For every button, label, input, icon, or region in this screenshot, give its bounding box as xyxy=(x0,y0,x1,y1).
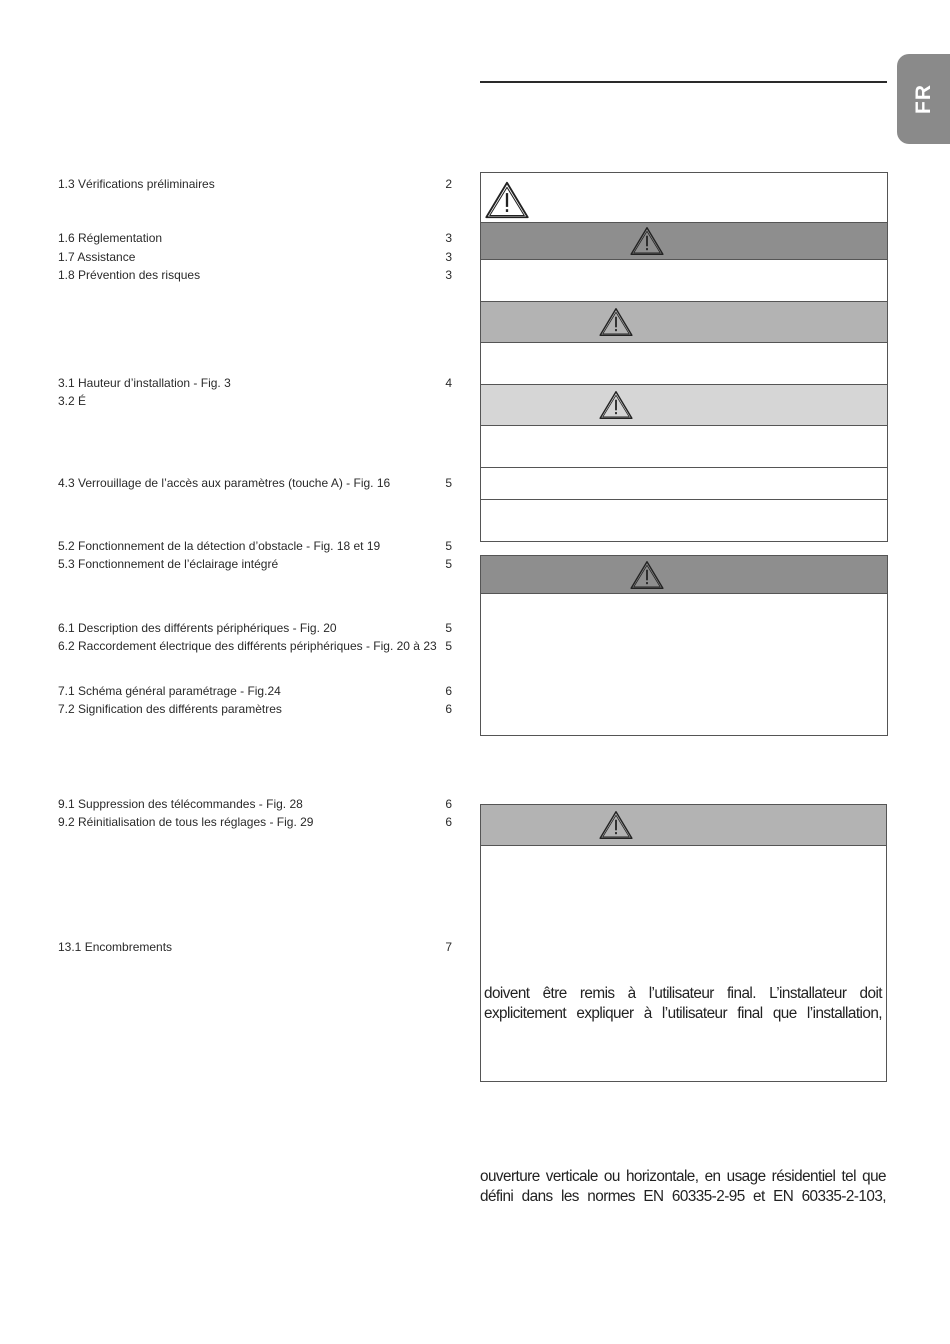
text-line: ouverture verticale ou horizontale, en usage résidentiel tel que xyxy=(480,1168,886,1185)
toc-entry[interactable] xyxy=(58,701,452,717)
toc-entry-page: 5 xyxy=(445,621,452,635)
toc-entry-page: 2 xyxy=(445,177,452,191)
danger-band xyxy=(480,222,888,260)
text-line: défini dans les normes EN 60335-2-95 et EN 60335-2-103, xyxy=(480,1188,886,1205)
toc-entry[interactable] xyxy=(58,796,452,812)
toc-entry-page: 3 xyxy=(445,268,452,282)
toc-entry-page: 6 xyxy=(445,797,452,811)
toc-entry-label: 1.7 Assistance xyxy=(58,250,136,264)
toc-entry[interactable] xyxy=(58,176,452,192)
toc-entry[interactable] xyxy=(58,267,452,283)
toc-entry[interactable] xyxy=(58,683,452,699)
caution-band xyxy=(480,385,888,426)
toc-entry-label: 1.6 Réglementation xyxy=(58,231,163,245)
warning-triangle-icon xyxy=(484,180,530,220)
toc-entry-page: 5 xyxy=(445,476,452,490)
toc-entry-label: 7.1 Schéma général paramétrage - Fig.24 xyxy=(58,684,281,698)
toc-entry[interactable] xyxy=(58,393,452,409)
text-line: explicitement expliquer à l’utilisateur final que l’installation, xyxy=(484,1005,882,1022)
toc-entry-label: 1.3 Vérifications préliminaires xyxy=(58,177,215,191)
warning-band xyxy=(480,302,888,343)
toc-entry-label: 7.2 Signification des différents paramètres xyxy=(58,702,282,716)
divider xyxy=(480,499,888,500)
toc-entry-label: 3.1 Hauteur d’installation - Fig. 3 xyxy=(58,376,231,390)
header-rule xyxy=(480,81,887,83)
toc-entry[interactable] xyxy=(58,375,452,391)
toc-entry-page: 6 xyxy=(445,684,452,698)
toc-entry[interactable] xyxy=(58,538,452,554)
warning-triangle-icon xyxy=(598,390,634,420)
toc-entry-label: 5.2 Fonctionnement de la détection d’obstacle - Fig. 18 et 19 xyxy=(58,539,381,553)
toc-entry-page: 3 xyxy=(445,231,452,245)
toc-entry-label: 9.1 Suppression des télécommandes - Fig. 28 xyxy=(58,797,303,811)
language-tab-label: FR xyxy=(911,84,935,114)
warning-triangle-icon xyxy=(598,810,634,840)
warning-band xyxy=(480,804,887,846)
toc-entry-page: 6 xyxy=(445,702,452,716)
toc-entry-label: 1.8 Prévention des risques xyxy=(58,268,201,282)
warning-triangle-icon xyxy=(629,226,665,256)
toc-entry[interactable] xyxy=(58,939,452,955)
safety-instructions-text xyxy=(484,984,882,1024)
toc-entry-label: 5.3 Fonctionnement de l’éclairage intégré xyxy=(58,557,279,571)
toc-entry[interactable] xyxy=(58,249,452,265)
toc-entry-page: 7 xyxy=(445,940,452,954)
toc-entry-label: 4.3 Verrouillage de l’accès aux paramètres (touche A) - Fig. 16 xyxy=(58,476,391,490)
toc-entry[interactable] xyxy=(58,814,452,830)
toc-entry-label: 6.2 Raccordement électrique des différents périphériques - Fig. 20 à 23 xyxy=(58,639,437,653)
toc-entry-page: 5 xyxy=(445,557,452,571)
toc-entry-label: 6.1 Description des différents périphériques - Fig. 20 xyxy=(58,621,337,635)
toc-entry[interactable] xyxy=(58,556,452,572)
toc-entry[interactable] xyxy=(58,230,452,246)
toc-entry-page: 5 xyxy=(445,539,452,553)
warning-triangle-icon xyxy=(598,307,634,337)
toc-entry-label: 9.2 Réinitialisation de tous les réglages - Fig. 29 xyxy=(58,815,314,829)
toc-entry-page: 5 xyxy=(445,639,452,653)
toc-entry-label: 3.2 É xyxy=(58,394,87,408)
text-line: doivent être remis à l’utilisateur final. L’installateur doit xyxy=(484,985,882,1002)
toc-entry[interactable] xyxy=(58,620,452,636)
toc-entry-page: 4 xyxy=(445,376,452,390)
divider xyxy=(480,467,888,468)
danger-band xyxy=(480,555,888,594)
toc-entry-page: 6 xyxy=(445,815,452,829)
language-tab xyxy=(897,54,950,144)
toc-entry-page: 3 xyxy=(445,250,452,264)
toc-entry-label: 13.1 Encombrements xyxy=(58,940,173,954)
toc-entry[interactable] xyxy=(58,638,452,654)
toc-entry[interactable] xyxy=(58,475,452,491)
warning-triangle-icon xyxy=(629,560,665,590)
usage-paragraph xyxy=(480,1167,886,1207)
